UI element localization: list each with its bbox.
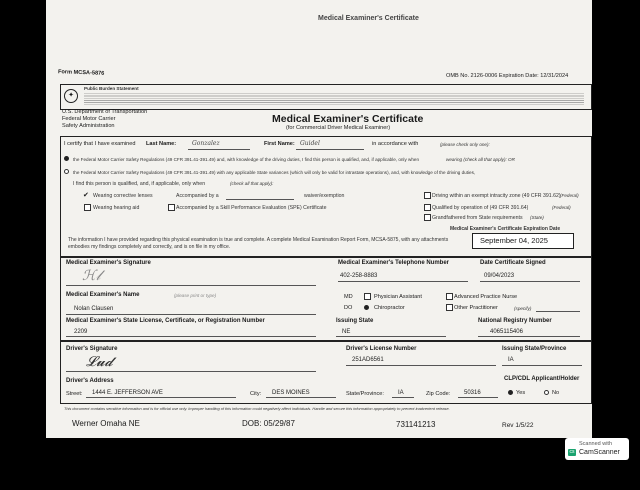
footer-left-text: Werner Omaha NE xyxy=(72,419,140,428)
camscanner-badge xyxy=(565,438,629,460)
top-title: Medical Examiner's Certificate xyxy=(318,15,419,22)
date-signed-label: Date Certificate Signed xyxy=(480,260,546,266)
qualified-op-hint: (Federal) xyxy=(552,205,571,210)
cdl-label: CLP/CDL Applicant/Holder xyxy=(504,376,580,382)
fmcsr-radio-selected[interactable] xyxy=(64,156,69,161)
certificate-paper xyxy=(46,0,592,438)
find-hint: (check all that apply): xyxy=(230,181,274,186)
accompanied-label: Accompanied by a xyxy=(176,193,219,199)
examiner-phone-value: 402-258-8883 xyxy=(340,273,378,279)
hearing-label: Wearing hearing aid xyxy=(93,205,140,211)
burden-heading: Public Burden Statement xyxy=(84,86,139,91)
qualified-op-label: Qualified by operation of (49 CFR 391.64) xyxy=(432,205,529,211)
zone-checkbox[interactable] xyxy=(424,192,431,199)
state-label: State/Province: xyxy=(346,391,384,397)
cdl-yes-label: Yes xyxy=(516,390,526,396)
camscanner-line-2: CamScanner xyxy=(579,449,620,456)
grandfathered-hint: (State) xyxy=(530,215,544,220)
state-value: IA xyxy=(398,390,404,396)
accordance-text: in accordance with xyxy=(372,141,419,147)
driver-issuing-value: IA xyxy=(508,357,514,363)
footer-notice: This document contains sensitive information and is for official use only. Improper handling of this information could negatively affect individuals. Handle and secure this information appropriately to prevent inadvertent release. xyxy=(64,406,450,411)
qualified-op-checkbox[interactable] xyxy=(424,204,431,211)
main-title: Medical Examiner's Certificate xyxy=(272,113,424,125)
omb-number: OMB No. 2126-0006 Expiration Date: 12/31/2024 xyxy=(446,73,569,79)
cdl-no-radio[interactable] xyxy=(544,390,549,395)
zone-label: Driving within an exempt intracity zone (49 CFR 391.62) xyxy=(432,193,561,199)
expiration-label: Medical Examiner's Certificate Expiration Date xyxy=(450,226,561,232)
driver-address-label: Driver's Address xyxy=(66,378,114,384)
footer-dob-text: DOB: 05/29/87 xyxy=(242,419,295,428)
chiro-radio-selected[interactable] xyxy=(364,305,369,310)
zone-hint: (Federal) xyxy=(560,193,579,198)
license-value: 2209 xyxy=(74,329,88,335)
examiner-phone-label: Medical Examiner's Telephone Number xyxy=(338,260,450,266)
driver-signature-icon: 𝓛𝓾𝓭 xyxy=(86,354,113,370)
driver-license-value: 251AD6561 xyxy=(352,357,384,363)
main-subtitle: (for Commercial Driver Medical Examiner) xyxy=(286,125,391,131)
city-label: City: xyxy=(250,391,262,397)
certification-statement: The information I have provided regarding this physical examination is true and complete. A complete Medical Examination Report Form, MCSA-5875, with any attachments embodies my findings completely and correctly, and is on file in my office. xyxy=(68,237,449,250)
accordance-hint: (please check only one): xyxy=(440,142,490,147)
driver-issuing-label: Issuing State/Province xyxy=(502,346,567,352)
intro-text: I certify that I have examined xyxy=(64,141,136,147)
other-label: Other Practitioner xyxy=(454,305,498,311)
expiration-date-value: September 04, 2025 xyxy=(480,236,548,245)
first-name-value: Guidel xyxy=(300,140,320,147)
cdl-yes-radio-selected[interactable] xyxy=(508,390,513,395)
fmcsr-text: the Federal Motor Carrier Safety Regulations (49 CFR 391.41-391.49) and, with knowledge of the driving duties, I find this person is qualified, and, if applicable, only when xyxy=(73,157,420,162)
cdl-no-label: No xyxy=(552,390,560,396)
examiner-signature-icon: ℋ𝓁 xyxy=(82,268,101,284)
issuing-state-label: Issuing State xyxy=(336,318,374,324)
examiner-name-value: Nolan Clausen xyxy=(74,306,114,312)
examiner-signature-label: Medical Examiner's Signature xyxy=(66,260,151,266)
registry-value: 4065115406 xyxy=(490,329,523,335)
zip-value: 50316 xyxy=(464,390,481,396)
issuing-state-value: NE xyxy=(342,329,351,335)
fmcsr-state-text: the Federal Motor Carrier Safety Regulations (49 CFR 391.41-391.49) with any applicable State variances (which will only be valid for intrastate operations), and, with knowledge of the driving duties, xyxy=(73,170,476,175)
city-value: DES MOINES xyxy=(272,390,310,396)
fmcsr-state-radio[interactable] xyxy=(64,169,69,174)
last-name-value: Gonzalez xyxy=(192,140,220,147)
camscanner-logo-icon: cs xyxy=(569,449,575,455)
license-label: Medical Examiner's State License, Certificate, or Registration Number xyxy=(66,318,265,324)
apn-label: Advanced Practice Nurse xyxy=(454,294,518,300)
spe-checkbox[interactable] xyxy=(168,204,175,211)
do-label: DO xyxy=(344,305,353,311)
pa-label: Physician Assistant xyxy=(374,294,422,300)
grandfathered-label: Grandfathered from State requirements xyxy=(432,215,523,221)
grandfathered-checkbox[interactable] xyxy=(424,214,431,221)
examiner-name-hint: (please print or type) xyxy=(174,293,217,298)
spe-label: Accompanied by a Skill Performance Evaluation (SPE) Certificate xyxy=(176,205,327,211)
street-label: Street: xyxy=(66,391,83,397)
zip-label: Zip Code: xyxy=(426,391,451,397)
agency-line-2: Federal Motor Carrier xyxy=(62,116,116,122)
agency-line-1: U.S. Department of Transportation xyxy=(62,109,148,115)
hearing-checkbox[interactable] xyxy=(84,204,91,211)
agency-line-3: Safety Administration xyxy=(62,123,115,129)
driver-license-label: Driver's License Number xyxy=(346,346,417,352)
find-text: I find this person is qualified, and, if applicable, only when xyxy=(73,181,206,187)
pa-checkbox[interactable] xyxy=(364,293,371,300)
fmcsr-hint: wearing (check all that apply): OR xyxy=(446,157,515,162)
lenses-checkmark-icon[interactable]: ✔ xyxy=(83,192,89,199)
footer-number-text: 731141213 xyxy=(396,420,436,429)
camscanner-line-1: Scanned with xyxy=(579,441,613,447)
street-value: 1444 E. JEFFERSON AVE xyxy=(92,390,163,396)
last-name-label: Last Name: xyxy=(146,141,177,147)
md-label: MD xyxy=(344,294,353,300)
examiner-name-label: Medical Examiner's Name xyxy=(66,292,140,298)
burden-fine-print xyxy=(84,92,584,106)
waiver-label: waiver/exemption xyxy=(304,193,345,199)
first-name-label: First Name: xyxy=(264,141,295,147)
chiro-label: Chiropractor xyxy=(374,305,405,311)
footer-rev-text: Rev 1/5/22 xyxy=(502,422,534,429)
apn-checkbox[interactable] xyxy=(446,293,453,300)
lenses-label: Wearing corrective lenses xyxy=(93,193,153,199)
date-signed-value: 09/04/2023 xyxy=(484,273,515,279)
other-hint: (specify) xyxy=(514,306,532,311)
dot-eagle-logo: ✦ xyxy=(64,89,78,103)
driver-signature-label: Driver's Signature xyxy=(66,346,118,352)
other-checkbox[interactable] xyxy=(446,304,453,311)
registry-label: National Registry Number xyxy=(478,318,552,324)
form-id: Form MCSA-5876 xyxy=(57,69,105,77)
